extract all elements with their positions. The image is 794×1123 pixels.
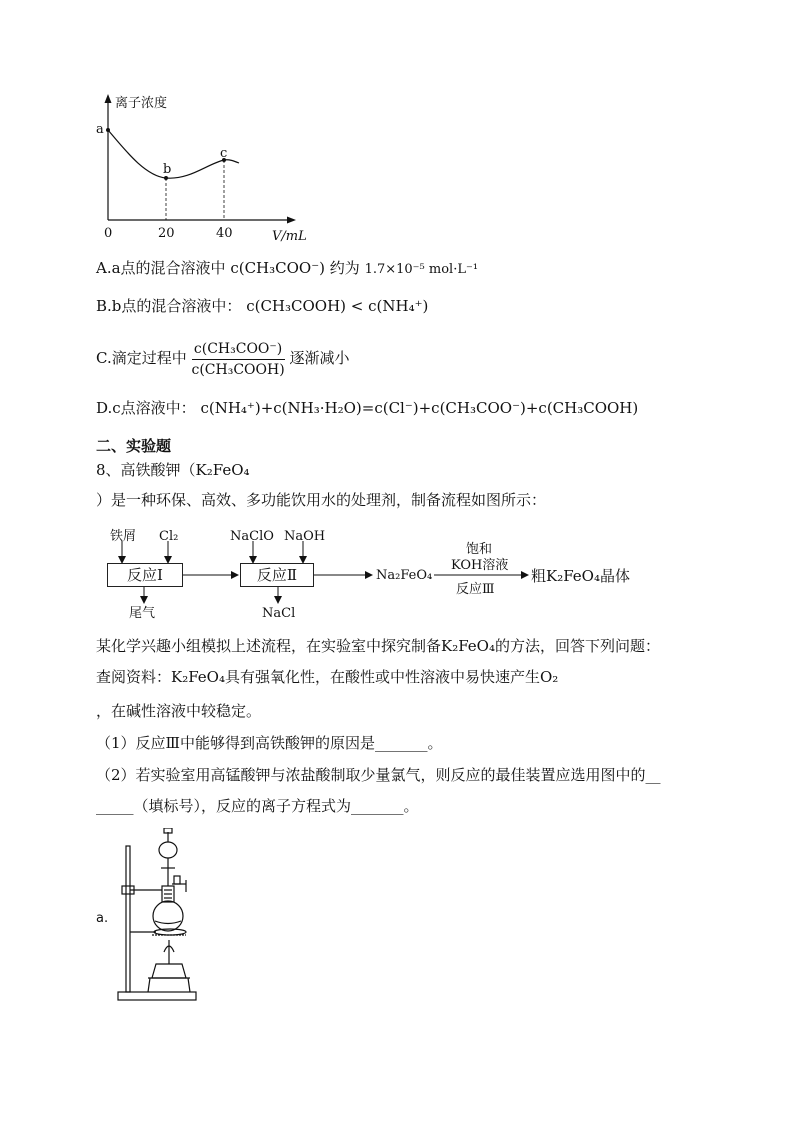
option-b: [96, 296, 428, 316]
option-a-value: 1.7×10⁻⁵ mol·L⁻¹: [364, 262, 479, 277]
option-d: [96, 398, 638, 418]
option-b-prefix: B.b点的混合溶液中：: [96, 297, 242, 315]
option-c-fraction: [192, 340, 285, 379]
flow-in-cl2: Cl₂: [159, 529, 179, 544]
apparatus-diagram: [112, 828, 202, 1006]
q8-sub1: （1）反应Ⅲ中能够得到高铁酸钾的原因是_______。: [96, 734, 443, 752]
q8-intro: 某化学兴趣小组模拟上述流程，在实验室中探究制备K₂FeO₄的方法，回答下列问题：: [96, 637, 660, 655]
option-c-denominator: c(CH₃COOH): [191, 361, 285, 378]
q8-line2: ）是一种环保、高效、多功能饮用水的处理剂，制备流程如图所示：: [96, 491, 547, 509]
flow-product-na2feo4: Na₂FeO₄: [376, 568, 433, 583]
stand-rod: [126, 846, 130, 992]
flow-box-reaction-1: 反应Ⅰ: [107, 563, 183, 587]
alcohol-lamp: [152, 964, 186, 978]
graph-xtick-40: 40: [216, 226, 233, 241]
flow-arrow-top1: 饱和: [466, 542, 493, 557]
graph-point-c: c: [220, 146, 228, 161]
stand-base: [118, 992, 196, 1000]
option-d-expr: c(NH₄⁺)+c(NH₃·H₂O)=c(Cl⁻)+c(CH₃COO⁻)+c(CH₃COOH): [200, 399, 639, 417]
q8-info1: 查阅资料：K₂FeO₄具有强氧化性，在酸性或中性溶液中易快速产生O₂: [96, 668, 559, 686]
graph-ylabel: 离子浓度: [115, 96, 168, 111]
graph-point-a: a: [96, 122, 104, 137]
flow-product-crude: 粗K₂FeO₄晶体: [531, 567, 630, 585]
flow-arrow-top2: KOH溶液: [451, 558, 509, 573]
round-bottom-flask: [153, 901, 183, 931]
graph-origin: 0: [104, 226, 113, 241]
option-c-prefix: C.滴定过程中: [96, 349, 187, 367]
option-c-suffix: 逐渐减小: [289, 349, 350, 367]
y-axis-arrow: [105, 94, 112, 103]
q8-info2: ，在碱性溶液中较稳定。: [96, 702, 262, 720]
flow-in-naoh: NaOH: [284, 529, 326, 544]
option-c-numerator: c(CH₃COO⁻): [192, 340, 285, 360]
apparatus-label: a.: [96, 911, 109, 926]
option-a-mid: 约为: [329, 259, 360, 277]
graph-xlabel: V/mL: [272, 229, 307, 244]
q8-sub2b: _____（填标号），反应的离子方程式为_______。: [96, 797, 419, 815]
option-a-expr: c(CH₃COO⁻): [230, 259, 325, 277]
flow-in-naclo: NaClO: [230, 529, 274, 544]
graph-xtick-20: 20: [158, 226, 175, 241]
section-title: 二、实验题: [96, 437, 172, 455]
flow-arrow-bottom: 反应Ⅲ: [456, 582, 495, 597]
x-axis-arrow: [287, 217, 296, 224]
graph-point-b: b: [163, 162, 172, 177]
flow-in-iron: 铁屑: [110, 529, 137, 544]
flow-box-reaction-2: 反应Ⅱ: [240, 563, 314, 587]
option-d-prefix: D.c点溶液中：: [96, 399, 196, 417]
option-a: [96, 258, 478, 280]
option-c: [96, 334, 349, 382]
point-a-dot: [106, 128, 110, 132]
separatory-funnel: [159, 842, 177, 858]
q8-line1: 8、高铁酸钾（K₂FeO₄: [96, 461, 250, 479]
flow-out-tailgas: 尾气: [129, 606, 156, 621]
ion-concentration-graph: [95, 92, 325, 247]
q8-sub2a: （2）若实验室用高锰酸钾与浓盐酸制取少量氯气，则反应的最佳装置应选用图中的__: [96, 766, 661, 784]
flow-out-nacl: NaCl: [262, 606, 296, 621]
option-b-expr: c(CH₃COOH) < c(NH₄⁺): [246, 297, 429, 315]
option-a-prefix: A.a点的混合溶液中: [96, 259, 226, 277]
